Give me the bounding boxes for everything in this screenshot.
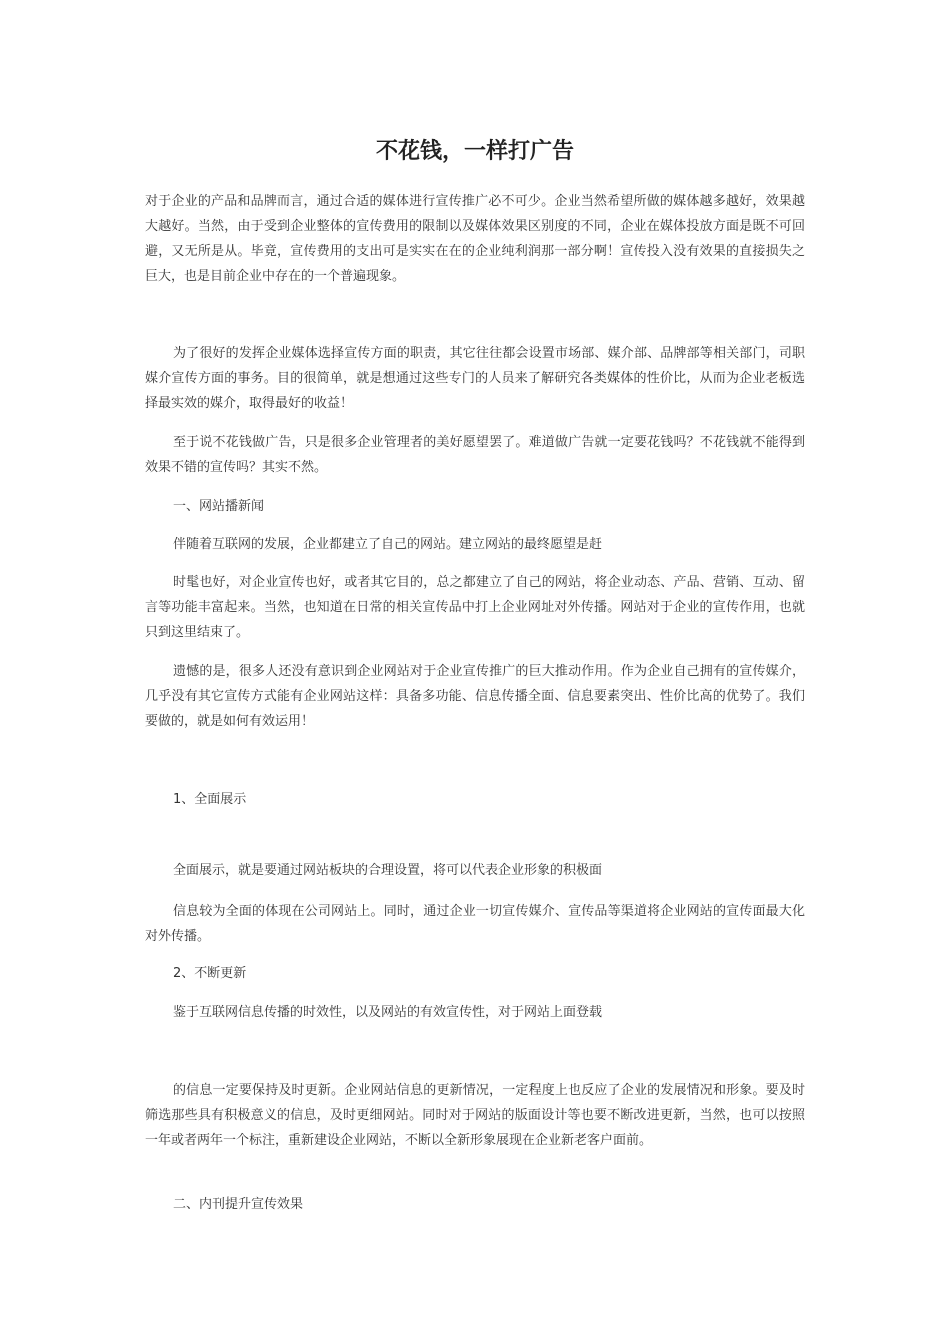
paragraph-full-display-intro: 全面展示，就是要通过网站板块的合理设置，将可以代表企业形象的积极面	[173, 863, 603, 878]
paragraph-full-display-detail: 信息较为全面的体现在公司网站上。同时，通过企业一切宣传媒介、宣传品等渠道将企业网站的宣传面最大化对外传播。	[145, 904, 805, 944]
document-title: 不花钱，一样打广告	[375, 139, 574, 164]
section-heading-website-news: 一、网站播新闻	[173, 499, 265, 514]
subheading-full-display: 1、全面展示	[173, 792, 247, 807]
paragraph-website-advantages: 遗憾的是，很多人还没有意识到企业网站对于企业宣传推广的巨大推动作用。作为企业自己拥有的宣传媒介，几乎没有其它宣传方式能有企业网站这样：具备多功能、信息传播全面、信息要素突出、性价比高的优势了。我们要做的，就是如何有效运用！	[145, 664, 805, 729]
paragraph-update-detail: 的信息一定要保持及时更新。企业网站信息的更新情况，一定程度上也反应了企业的发展情况和形象。要及时筛选那些具有积极意义的信息，及时更细网站。同时对于网站的版面设计等也要不断改进更新，当然，也可以按照一年或者两年一个标注，重新建设企业网站，不断以全新形象展现在企业新老客户面前。	[145, 1083, 805, 1148]
paragraph-website-functions: 时髦也好，对企业宣传也好，或者其它目的，总之都建立了自己的网站，将企业动态、产品、营销、互动、留言等功能丰富起来。当然，也知道在日常的相关宣传品中打上企业网址对外传播。网站对于企业的宣传作用，也就只到这里结束了。	[145, 575, 805, 640]
paragraph-intro: 对于企业的产品和品牌而言，通过合适的媒体进行宣传推广必不可少。企业当然希望所做的媒体越多越好，效果越大越好。当然，由于受到企业整体的宣传费用的限制以及媒体效果区别度的不同，企业在媒体投放方面是既不可回避，又无所是从。毕竟，宣传费用的支出可是实实在在的企业纯利润那一部分啊！宣传投入没有效果的直接损失之巨大，也是目前企业中存在的一个普遍现象。	[145, 194, 805, 284]
section-heading-internal-journal: 二、内刊提升宣传效果	[173, 1197, 304, 1212]
paragraph-update-intro: 鉴于互联网信息传播的时效性，以及网站的有效宣传性，对于网站上面登载	[173, 1005, 603, 1020]
paragraph-media-departments: 为了很好的发挥企业媒体选择宣传方面的职责，其它往往都会设置市场部、媒介部、品牌部等相关部门，司职媒介宣传方面的事务。目的很简单，就是想通过这些专门的人员来了解研究各类媒体的性价比，从而为企业老板选择最实效的媒介，取得最好的收益！	[145, 346, 805, 411]
paragraph-internet-development: 伴随着互联网的发展，企业都建立了自己的网站。建立网站的最终愿望是赶	[173, 537, 603, 552]
paragraph-free-advertising: 至于说不花钱做广告，只是很多企业管理者的美好愿望罢了。难道做广告就一定要花钱吗？不花钱就不能得到效果不错的宣传吗？其实不然。	[145, 435, 805, 475]
subheading-constant-update: 2、不断更新	[173, 966, 247, 981]
